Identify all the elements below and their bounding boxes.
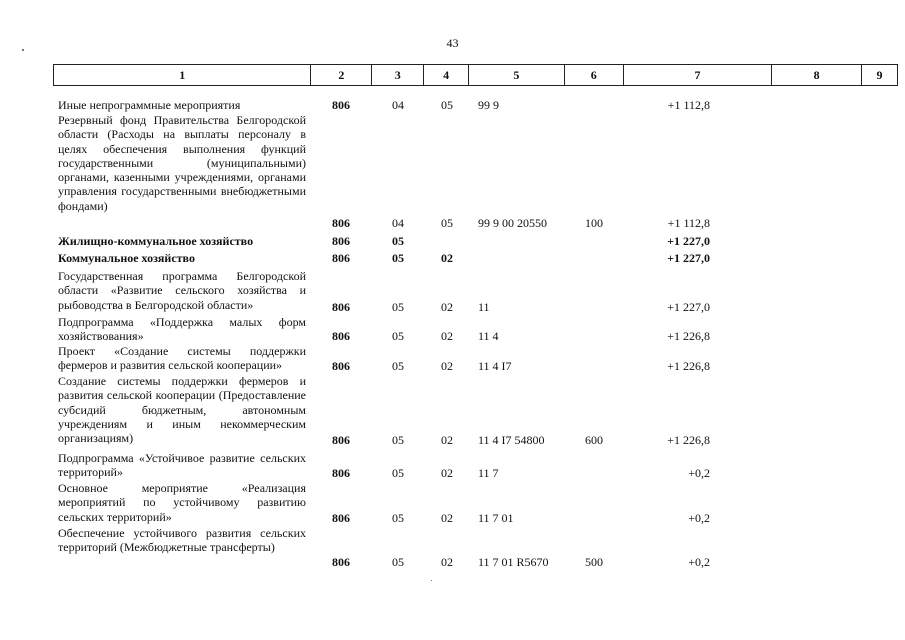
- cell-col-7: +1 226,8: [667, 433, 710, 447]
- table-row: [0, 374, 905, 447]
- header-col-5: 5: [469, 65, 565, 85]
- cell-col-3: 05: [392, 234, 404, 248]
- header-col-3: 3: [372, 65, 424, 85]
- cell-col-3: 05: [392, 433, 404, 447]
- cell-col-2: 806: [332, 251, 350, 265]
- cell-col-4: 02: [441, 433, 453, 447]
- cell-col-3: 04: [392, 216, 404, 230]
- cell-col-7: +0,2: [688, 555, 710, 569]
- cell-col-5: 11: [478, 300, 490, 314]
- cell-col-2: 806: [332, 466, 350, 480]
- cell-col-3: 05: [392, 300, 404, 314]
- cell-col-5: 11 4: [478, 329, 499, 343]
- cell-col-5: 11 4 I7: [478, 359, 512, 373]
- cell-col-6: 100: [585, 216, 603, 230]
- cell-col-7: +1 112,8: [667, 98, 710, 112]
- row-description: Жилищно-коммунальное хозяйство: [58, 234, 254, 248]
- row-description: Резервный фонд Правительства Белгородской области (Расходы на выплаты персоналу в целях обеспечения выполнения функций государственными (муниципальными) органами, казенными учреждениями, органами управления государственными внебюджетными фондами): [58, 113, 306, 213]
- cell-col-5: 11 4 I7 54800: [478, 433, 545, 447]
- header-col-6: 6: [565, 65, 624, 85]
- cell-col-7: +0,2: [688, 511, 710, 525]
- header-col-4: 4: [424, 65, 469, 85]
- cell-col-3: 05: [392, 511, 404, 525]
- cell-col-4: 02: [441, 300, 453, 314]
- cell-col-7: +1 227,0: [667, 251, 710, 265]
- cell-col-2: 806: [332, 98, 350, 112]
- row-description: Подпрограмма «Устойчивое развитие сельских территорий»: [58, 451, 306, 480]
- row-description: Обеспечение устойчивого развития сельских территорий (Межбюджетные трансферты): [58, 526, 306, 555]
- cell-col-2: 806: [332, 359, 350, 373]
- table-row: [0, 234, 905, 248]
- cell-col-4: 02: [441, 359, 453, 373]
- cell-col-2: 806: [332, 216, 350, 230]
- cell-col-5: 99 9: [478, 98, 499, 112]
- cell-col-4: 02: [441, 511, 453, 525]
- cell-col-3: 05: [392, 329, 404, 343]
- cell-col-4: 05: [441, 98, 453, 112]
- cell-col-4: 02: [441, 329, 453, 343]
- cell-col-5: 11 7 01 R5670: [478, 555, 549, 569]
- cell-col-2: 806: [332, 234, 350, 248]
- cell-col-5: 11 7 01: [478, 511, 514, 525]
- header-col-9: 9: [876, 68, 883, 82]
- cell-col-3: 05: [392, 251, 404, 265]
- cell-col-3: 05: [392, 359, 404, 373]
- row-description: Коммунальное хозяйство: [58, 251, 195, 265]
- table-row: [0, 526, 905, 569]
- cell-col-6: 600: [585, 433, 603, 447]
- table-row: [0, 98, 905, 112]
- cell-col-2: 806: [332, 511, 350, 525]
- cell-col-2: 806: [332, 555, 350, 569]
- row-description: Основное мероприятие «Реализация мероприятий по устойчивому развитию сельских территорий»: [58, 481, 306, 524]
- cell-col-4: 02: [441, 555, 453, 569]
- cell-col-5: 11 7: [478, 466, 499, 480]
- row-description: Подпрограмма «Поддержка малых форм хозяйствования»: [58, 315, 306, 344]
- row-description: Проект «Создание системы поддержки фермеров и развития сельской кооперации»: [58, 344, 306, 373]
- table-row: [0, 315, 905, 343]
- cell-col-2: 806: [332, 300, 350, 314]
- cell-col-3: 05: [392, 555, 404, 569]
- table-row: [0, 481, 905, 525]
- header-col-1: 1: [54, 65, 311, 85]
- cell-col-2: 806: [332, 433, 350, 447]
- cell-col-4: 02: [441, 251, 453, 265]
- row-description: Государственная программа Белгородской области «Развитие сельского хозяйства и рыбоводства в Белгородской области»: [58, 269, 306, 312]
- table-row: [0, 344, 905, 373]
- row-description: Иные непрограммные мероприятия: [58, 98, 241, 112]
- cell-col-2: 806: [332, 329, 350, 343]
- table-row: [0, 113, 905, 230]
- cell-col-7: +1 226,8: [667, 359, 710, 373]
- cell-col-7: +1 227,0: [667, 234, 710, 248]
- cell-col-5: 99 9 00 20550: [478, 216, 547, 230]
- scan-speck: [431, 580, 432, 581]
- cell-col-3: 04: [392, 98, 404, 112]
- cell-col-4: 02: [441, 466, 453, 480]
- row-description: Создание системы поддержки фермеров и развития сельской кооперации (Предоставление субсидий бюджетным, автономным учреждениям и иным некоммерческим организациям): [58, 374, 306, 446]
- cell-col-6: 500: [585, 555, 603, 569]
- scan-speck: [22, 49, 24, 51]
- cell-col-7: +1 112,8: [667, 216, 710, 230]
- table-row: [0, 251, 905, 265]
- cell-col-4: 05: [441, 216, 453, 230]
- page-number: 43: [446, 36, 459, 50]
- cell-col-7: +1 227,0: [667, 300, 710, 314]
- cell-col-7: +1 226,8: [667, 329, 710, 343]
- table-row: [0, 269, 905, 314]
- header-col-2: 2: [311, 65, 372, 85]
- cell-col-7: +0,2: [688, 466, 710, 480]
- header-col-8: 8: [772, 65, 862, 85]
- cell-col-3: 05: [392, 466, 404, 480]
- table-row: [0, 451, 905, 480]
- header-col-7: 7: [624, 65, 773, 85]
